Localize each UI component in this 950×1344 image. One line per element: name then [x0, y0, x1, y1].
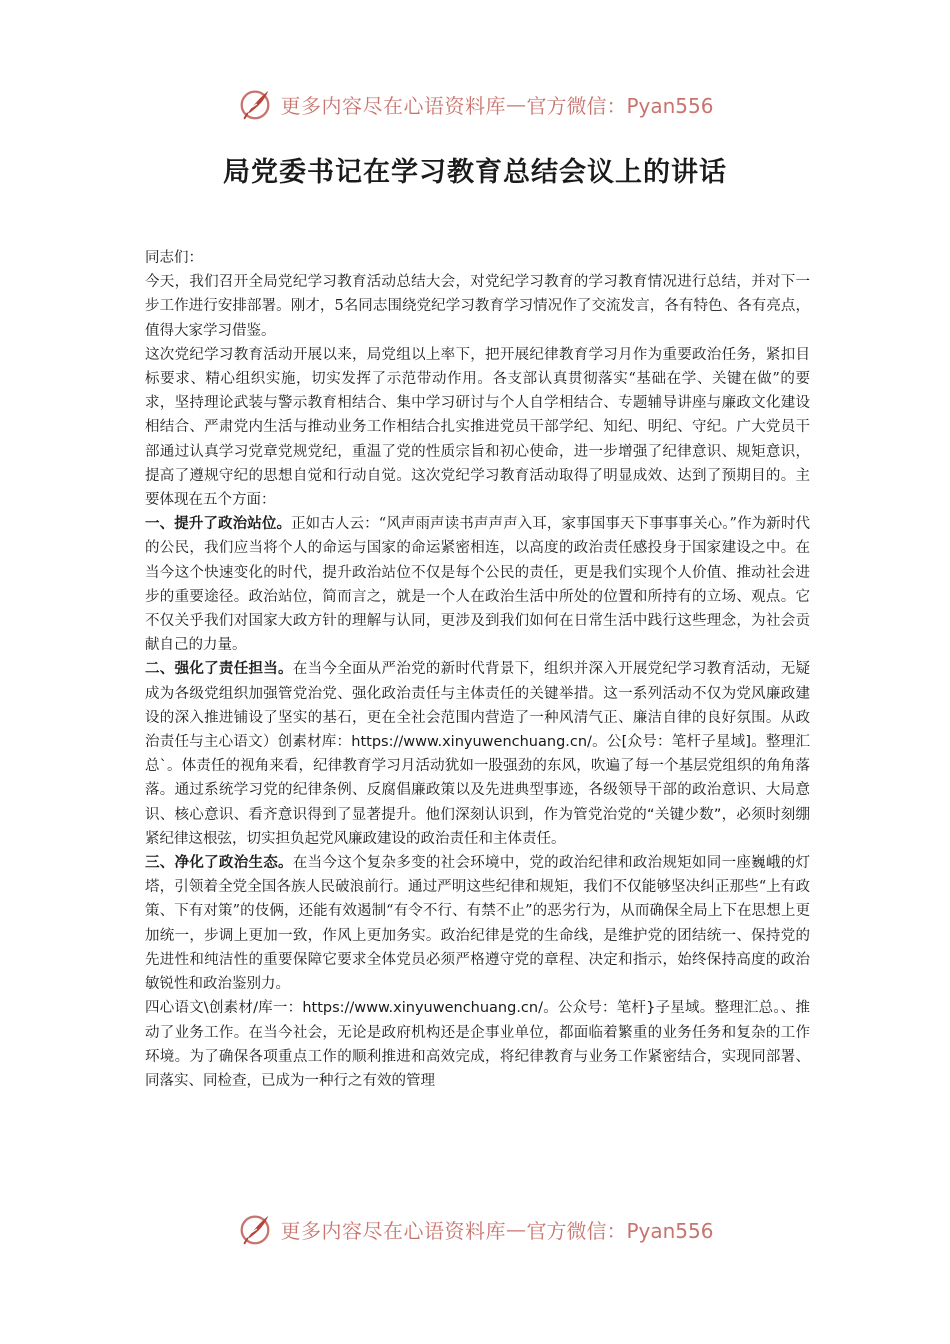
section-4: 四心语文\创素材/库一：https://www.xinyuwenchuang.cn/。公众号：笔杆}子星域。整理汇总。、推动了业务工作。在当今社会，无论是政府机构还是企事业单位，都面临着繁重的业务任务和复杂的工作环境。为了确保各项重点工作的顺利推进和高效完成，将纪律教育与业务工作紧密结合，实现同部署、同落实、同检查，已成为一种行之有效的管理: [145, 1000, 810, 1089]
section-1-heading: 一、提升了政治站位。: [145, 516, 292, 533]
quill-logo-icon: [236, 1210, 274, 1248]
section-2: [145, 657, 810, 851]
section-1-body: 正如古人云：“风声雨声读书声声声入耳，家事国事天下事事事关心。”作为新时代的公民，我们应当将个人的命运与国家的命运紧密相连，以高度的政治责任感投身于国家建设之中。在当今这个快速变化的时代，提升政治站位不仅是每个公民的责任，更是我们实现个人价值、推动社会进步的重要途径。政治站位，简而言之，就是一个人在政治生活中所处的位置和所持有的立场、观点。它不仅关乎我们对国家大政方针的理解与认同，更涉及到我们如何在日常生活中践行这些理念，为社会贡献自己的力量。: [145, 516, 811, 654]
watermark-text: 更多内容尽在心语资料库: [280, 93, 506, 118]
section-2-heading: 二、强化了责任担当。: [145, 661, 293, 678]
document-body: [145, 246, 810, 1093]
quill-logo-icon: [236, 85, 274, 123]
watermark-text: 更多内容尽在心语资料库: [280, 1218, 506, 1243]
salutation: 同志们：: [145, 250, 203, 266]
section-3-heading: 三、净化了政治生态。: [145, 855, 293, 872]
page-title: 局党委书记在学习教育总结会议上的讲话: [223, 157, 727, 188]
watermark-wechat: 官方微信：Pyan556: [526, 1218, 714, 1243]
section-1: [145, 512, 810, 657]
watermark-wechat: 官方微信：Pyan556: [526, 93, 714, 118]
paragraph-intro: 今天，我们召开全局党纪学习教育活动总结大会，对党纪学习教育的学习教育情况进行总结，并对下一步工作进行安排部署。刚才，5名同志围绕党纪学习教育学习情况作了交流发言，各有特色、各有亮点，值得大家学习借鉴。: [145, 274, 810, 339]
watermark-banner-bottom: [0, 1207, 950, 1251]
section-2-body: 在当今全面从严治党的新时代背景下，组织并深入开展党纪学习教育活动，无疑成为各级党组织加强管党治党、强化政治责任与主体责任的关键举措。这一系列活动不仅为党风廉政建设的深入推进铺设了坚实的基石，更在全社会范围内营造了一种风清气正、廉洁自律的良好氛围。从政治责任与主心语文）创素材库：https://www.xinyuwenchuang.cn/。公[众号：笔杆子星域]。整理汇总`。体责任的视角来看，纪律教育学习月活动犹如一股强劲的东风，吹遍了每一个基层党组织的角角落落。通过系统学习党的纪律条例、反腐倡廉政策以及先进典型事迹，各级领导干部的政治意识、大局意识、核心意识、看齐意识得到了显著提升。他们深刻认识到，作为管党治党的“关键少数”，必须时刻绷紧纪律这根弦，切实担负起党风廉政建设的政治责任和主体责任。: [145, 661, 810, 847]
watermark-dash: —: [505, 92, 527, 116]
watermark-dash: —: [505, 1217, 527, 1241]
section-3-body: 在当今这个复杂多变的社会环境中，党的政治纪律和政治规矩如同一座巍峨的灯塔，引领着全党全国各族人民破浪前行。通过严明这些纪律和规矩，我们不仅能够坚决纠正那些“上有政策、下有对策”的伎俩，还能有效遏制“有令不行、有禁不止”的恶劣行为，从而确保全局上下在思想上更加统一，步调上更加一致，作风上更加务实。政治纪律是党的生命线，是维护党的团结统一、保持党的先进性和纯洁性的重要保障它要求全体党员必须严格遵守党的章程、决定和指示，始终保持高度的政治敏锐性和政治鉴别力。: [145, 855, 810, 993]
watermark-banner-top: [0, 82, 950, 126]
section-3: [145, 851, 810, 996]
paragraph-overview: 这次党纪学习教育活动开展以来，局党组以上率下，把开展纪律教育学习月作为重要政治任务，紧扣目标要求、精心组织实施，切实发挥了示范带动作用。各支部认真贯彻落实“基础在学、关键在做”的要求，坚持理论武装与警示教育相结合、集中学习研讨与个人自学相结合、专题辅导讲座与廉政文化建设相结合、严肃党内生活与推动业务工作相结合扎实推进党员干部学纪、知纪、明纪、守纪。广大党员干部通过认真学习党章党规党纪，重温了党的性质宗旨和初心使命，进一步增强了纪律意识、规矩意识，提高了遵规守纪的思想自觉和行动自觉。这次党纪学习教育活动取得了明显成效、达到了预期目的。主要体现在五个方面：: [145, 346, 810, 509]
